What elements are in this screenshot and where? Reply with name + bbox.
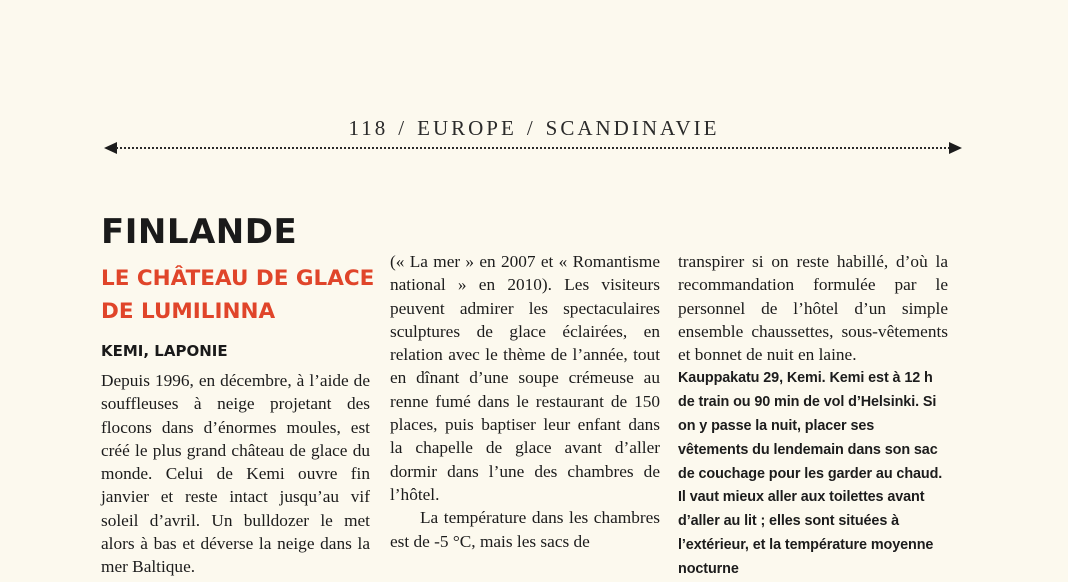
body-paragraph: (« La mer » en 2007 et « Romantisme national » en 2010). Les visiteurs peuvent admirer les spectaculaires sculptures de glace éclairées, en relation avec le thème de l’année, tout en dînant d’une soupe crémeuse au renne fumé dans le restaurant de 150 places, puis baptiser leur enfant dans la chapelle de glace avant d’aller dormir dans l’une des chambres de l’hôtel.: [390, 252, 660, 504]
header-region: EUROPE: [417, 116, 517, 140]
dotted-divider: [116, 147, 950, 149]
body-column-1: Depuis 1996, en décembre, à l’aide de souffleuses à neige projetant des flocons dans d’énormes moules, est créé le plus grand château de glace du monde. Celui de Kemi ouvre fin janvier et reste intact jusqu’au vif soleil d’avril. Un bulldozer le met alors à bas et déverse la neige dans la mer Baltique.: [101, 371, 370, 577]
running-header: [0, 116, 1068, 141]
practical-info: Kauppakatu 29, Kemi. Kemi est à 12 h de train ou 90 min de vol d’Helsinki. Si on y passe la nuit, placer ses vêtements du lendemain dans son sac de couchage pour les garder au chaud. Il vaut mieux aller aux toilettes avant d’aller au lit ; elles sont situées à l’extérieur, et la température moyenne nocturne: [678, 370, 943, 577]
country-title: FINLANDE: [101, 212, 298, 252]
article-title: LE CHÂTEAU DE GLACE DE LUMILINNA: [101, 266, 375, 324]
arrow-right-icon: [949, 142, 962, 154]
body-column-3: [678, 250, 948, 582]
dotted-arrow-rule: [104, 141, 962, 155]
body-column-2: [390, 250, 660, 553]
body-paragraph: transpirer si on reste habillé, d’où la recommandation formulée par le personnel de l’hôtel d’un simple ensemble chaussettes, sous-vêtements et bonnet de nuit en laine.: [678, 252, 948, 365]
article-location: KEMI, LAPONIE: [101, 342, 228, 360]
body-paragraph: La température dans les chambres est de -5 °C, mais les sacs de: [390, 508, 660, 551]
header-separator: /: [398, 116, 408, 140]
header-subregion: SCANDINAVIE: [545, 116, 720, 140]
header-separator: /: [526, 116, 536, 140]
page-number: 118: [348, 116, 389, 140]
